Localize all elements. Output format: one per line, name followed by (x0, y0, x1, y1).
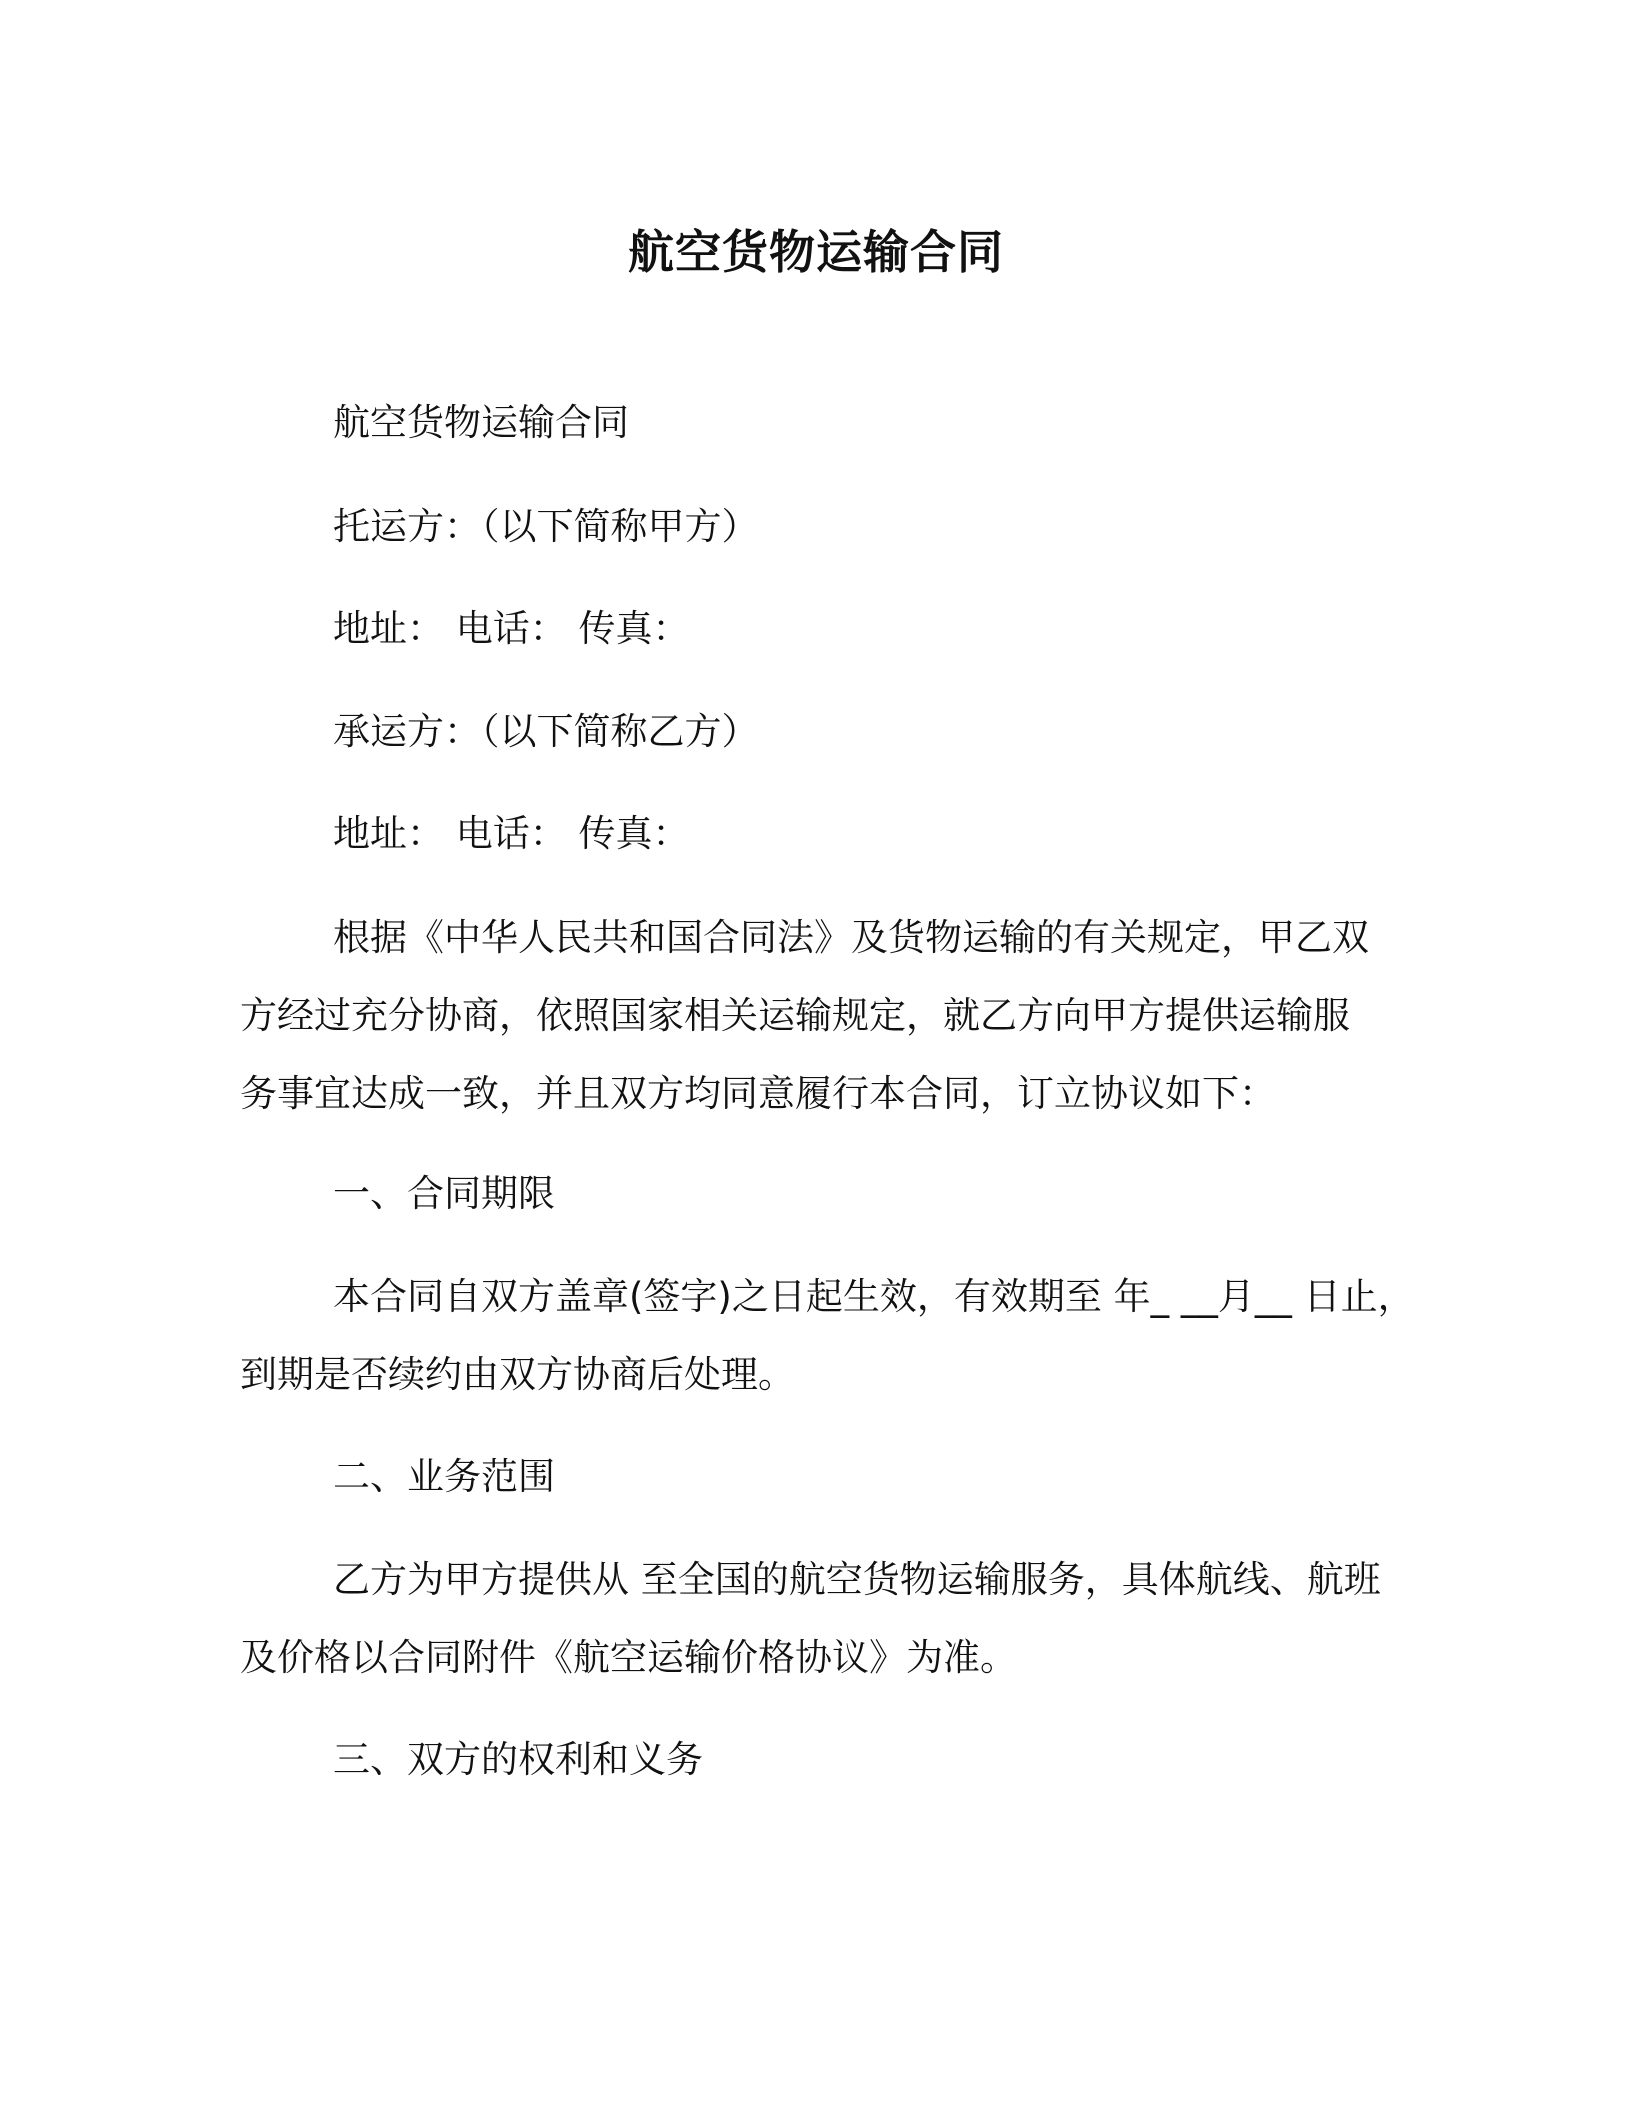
carrier-line: 承运方：（以下简称乙方） (333, 710, 759, 753)
section-3-heading: 三、双方的权利和义务 (333, 1738, 703, 1781)
section-2-line-1: 乙方为甲方提供从 至全国的航空货物运输服务，具体航线、航班 (333, 1558, 1381, 1601)
section-2-heading: 二、业务范围 (333, 1455, 555, 1498)
document-title: 航空货物运输合同 (628, 225, 1004, 279)
section-1-paragraph (240, 1272, 1420, 1428)
shipper-contact-line: 地址： 电话： 传真： (333, 607, 690, 650)
intro-line-2: 方经过充分协商，依照国家相关运输规定，就乙方向甲方提供运输服 (240, 994, 1350, 1037)
subtitle-line: 航空货物运输合同 (333, 401, 629, 444)
intro-line-1: 根据《中华人民共和国合同法》及货物运输的有关规定，甲乙双 (333, 916, 1369, 959)
intro-line-3: 务事宜达成一致，并且双方均同意履行本合同，订立协议如下： (240, 1072, 1276, 1115)
section-1-line-1: 本合同自双方盖章(签字)之日起生效，有效期至 年_ __月__ 日止， (333, 1275, 1415, 1318)
section-2-paragraph (240, 1555, 1420, 1711)
section-2-line-2: 及价格以合同附件《航空运输价格协议》为准。 (240, 1636, 1017, 1679)
section-1-heading: 一、合同期限 (333, 1172, 555, 1215)
carrier-contact-line: 地址： 电话： 传真： (333, 812, 690, 855)
shipper-line: 托运方：（以下简称甲方） (333, 505, 759, 548)
intro-paragraph (240, 913, 1420, 1147)
section-1-line-2: 到期是否续约由双方协商后处理。 (240, 1353, 795, 1396)
